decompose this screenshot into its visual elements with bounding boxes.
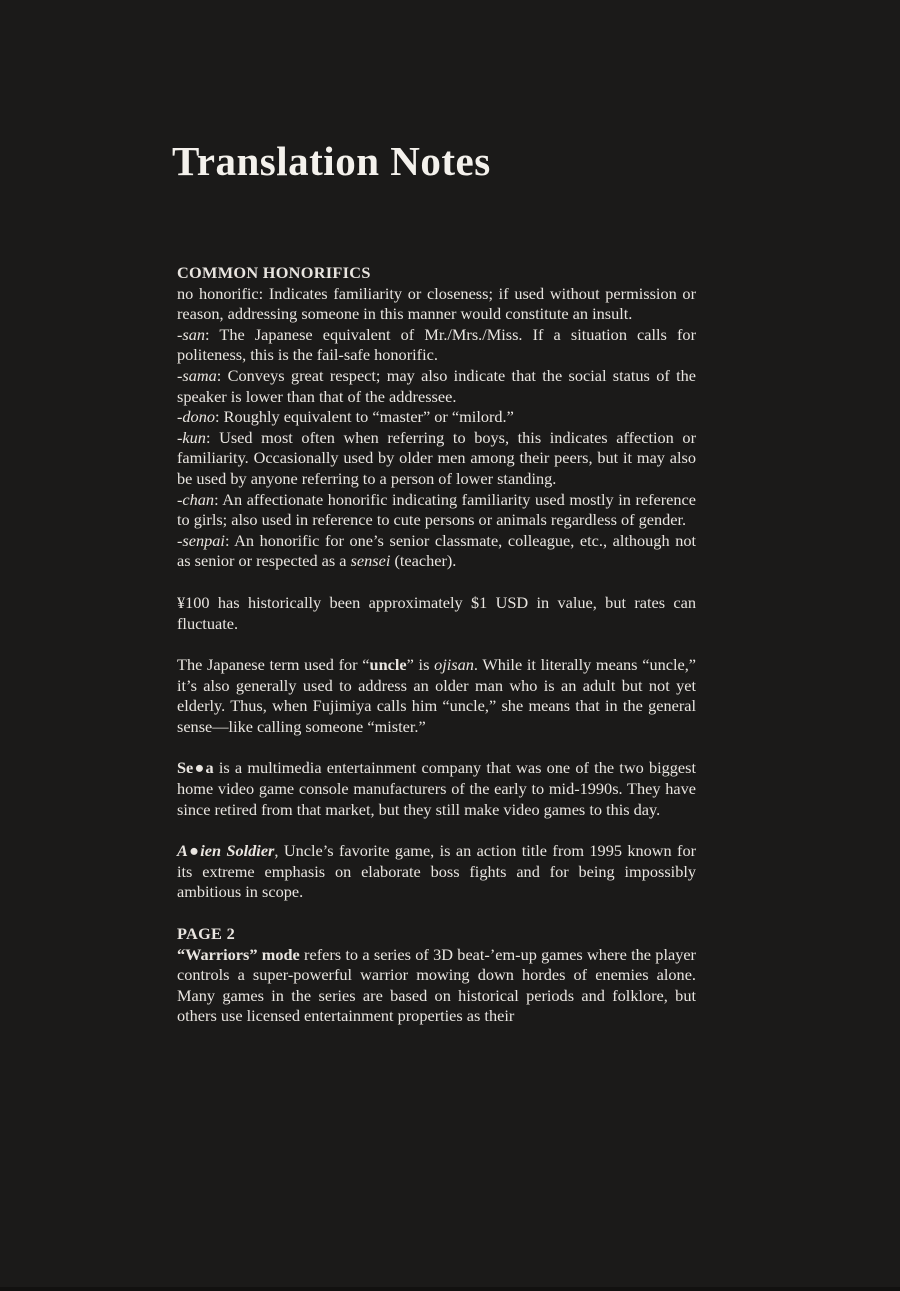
text-run: : The Japanese equivalent of Mr./Mrs./Miss. If a situation calls for politeness, this is the fail-safe honorific.	[177, 324, 696, 365]
text-run: -sama	[177, 365, 217, 385]
note-paragraph	[177, 655, 696, 737]
text-run: : Conveys great respect; may also indicate that the social status of the speaker is lower than that of the addressee.	[177, 365, 696, 406]
section-heading	[177, 263, 696, 284]
text-run: -dono	[177, 407, 215, 427]
note-paragraph	[177, 841, 696, 903]
note-paragraph	[177, 284, 696, 325]
text-run: PAGE 2	[177, 924, 236, 944]
note-paragraph	[177, 758, 696, 820]
note-paragraph	[177, 366, 696, 407]
note-paragraph	[177, 490, 696, 531]
text-run: Se●a	[177, 758, 214, 778]
text-run: . While it literally means “uncle,” it’s also generally used to address an older man who is an adult but not yet elderly. Thus, when Fujimiya calls him “uncle,” she means that in the general sense—like calling someone “mister.”	[177, 655, 696, 736]
text-run: , Uncle’s favorite game, is an action title from 1995 known for its extreme emphasis on elaborate boss fights and for being impossibly ambitious in scope.	[177, 841, 697, 902]
text-run: The Japanese term used for “	[177, 655, 370, 675]
note-paragraph	[177, 407, 696, 428]
text-run: : Used most often when referring to boys, this indicates affection or familiarity. Occasionally used by older men among their peers, but it may also be used by anyone referring to a person of lower standing.	[177, 427, 696, 488]
text-run: COMMON HONORIFICS	[177, 263, 371, 282]
text-run: (teacher).	[390, 551, 457, 571]
text-run: “Warriors” mode	[177, 944, 300, 964]
text-run: sensei	[350, 551, 391, 571]
notes-body	[177, 263, 696, 1027]
text-run: : An honorific for one’s senior classmate, colleague, etc., although not as senior or respected as a	[177, 530, 696, 571]
text-run: : An affectionate honorific indicating familiarity used mostly in reference to girls; also used in reference to cute persons or animals regardless of gender.	[177, 489, 696, 530]
text-run: no honorific: Indicates familiarity or closeness; if used without permission or reason, addressing someone in this manner would constitute an insult.	[177, 283, 696, 324]
text-run: -chan	[177, 489, 215, 509]
text-run: ¥100 has historically been approximately $1 USD in value, but rates can fluctuate.	[177, 592, 696, 633]
note-paragraph	[177, 325, 696, 366]
text-run: -san	[177, 324, 206, 344]
text-run: ojisan	[434, 655, 474, 675]
note-paragraph	[177, 531, 696, 572]
text-run: A●ien Soldier	[177, 841, 275, 861]
page-title: Translation Notes	[172, 138, 491, 184]
text-run: -senpai	[177, 530, 225, 550]
text-run: ” is	[406, 655, 435, 675]
text-run: : Roughly equivalent to “master” or “milord.”	[214, 407, 514, 427]
text-run: uncle	[369, 655, 407, 675]
text-run: refers to a series of 3D beat-’em-up games where the player controls a super-powerful warrior mowing down hordes of enemies alone. Many games in the series are based on historical periods and folklore, but others use licensed entertainment properties as their	[177, 944, 696, 1026]
text-run: is a multimedia entertainment company that was one of the two biggest home video game console manufacturers of the early to mid-1990s. They have since retired from that market, but they still make video games to this day.	[177, 758, 696, 819]
note-paragraph	[177, 428, 696, 490]
note-paragraph	[177, 945, 696, 1027]
page-bottom-edge	[0, 1287, 900, 1291]
text-run: -kun	[177, 427, 206, 447]
section-heading	[177, 924, 696, 945]
note-paragraph	[177, 593, 696, 634]
